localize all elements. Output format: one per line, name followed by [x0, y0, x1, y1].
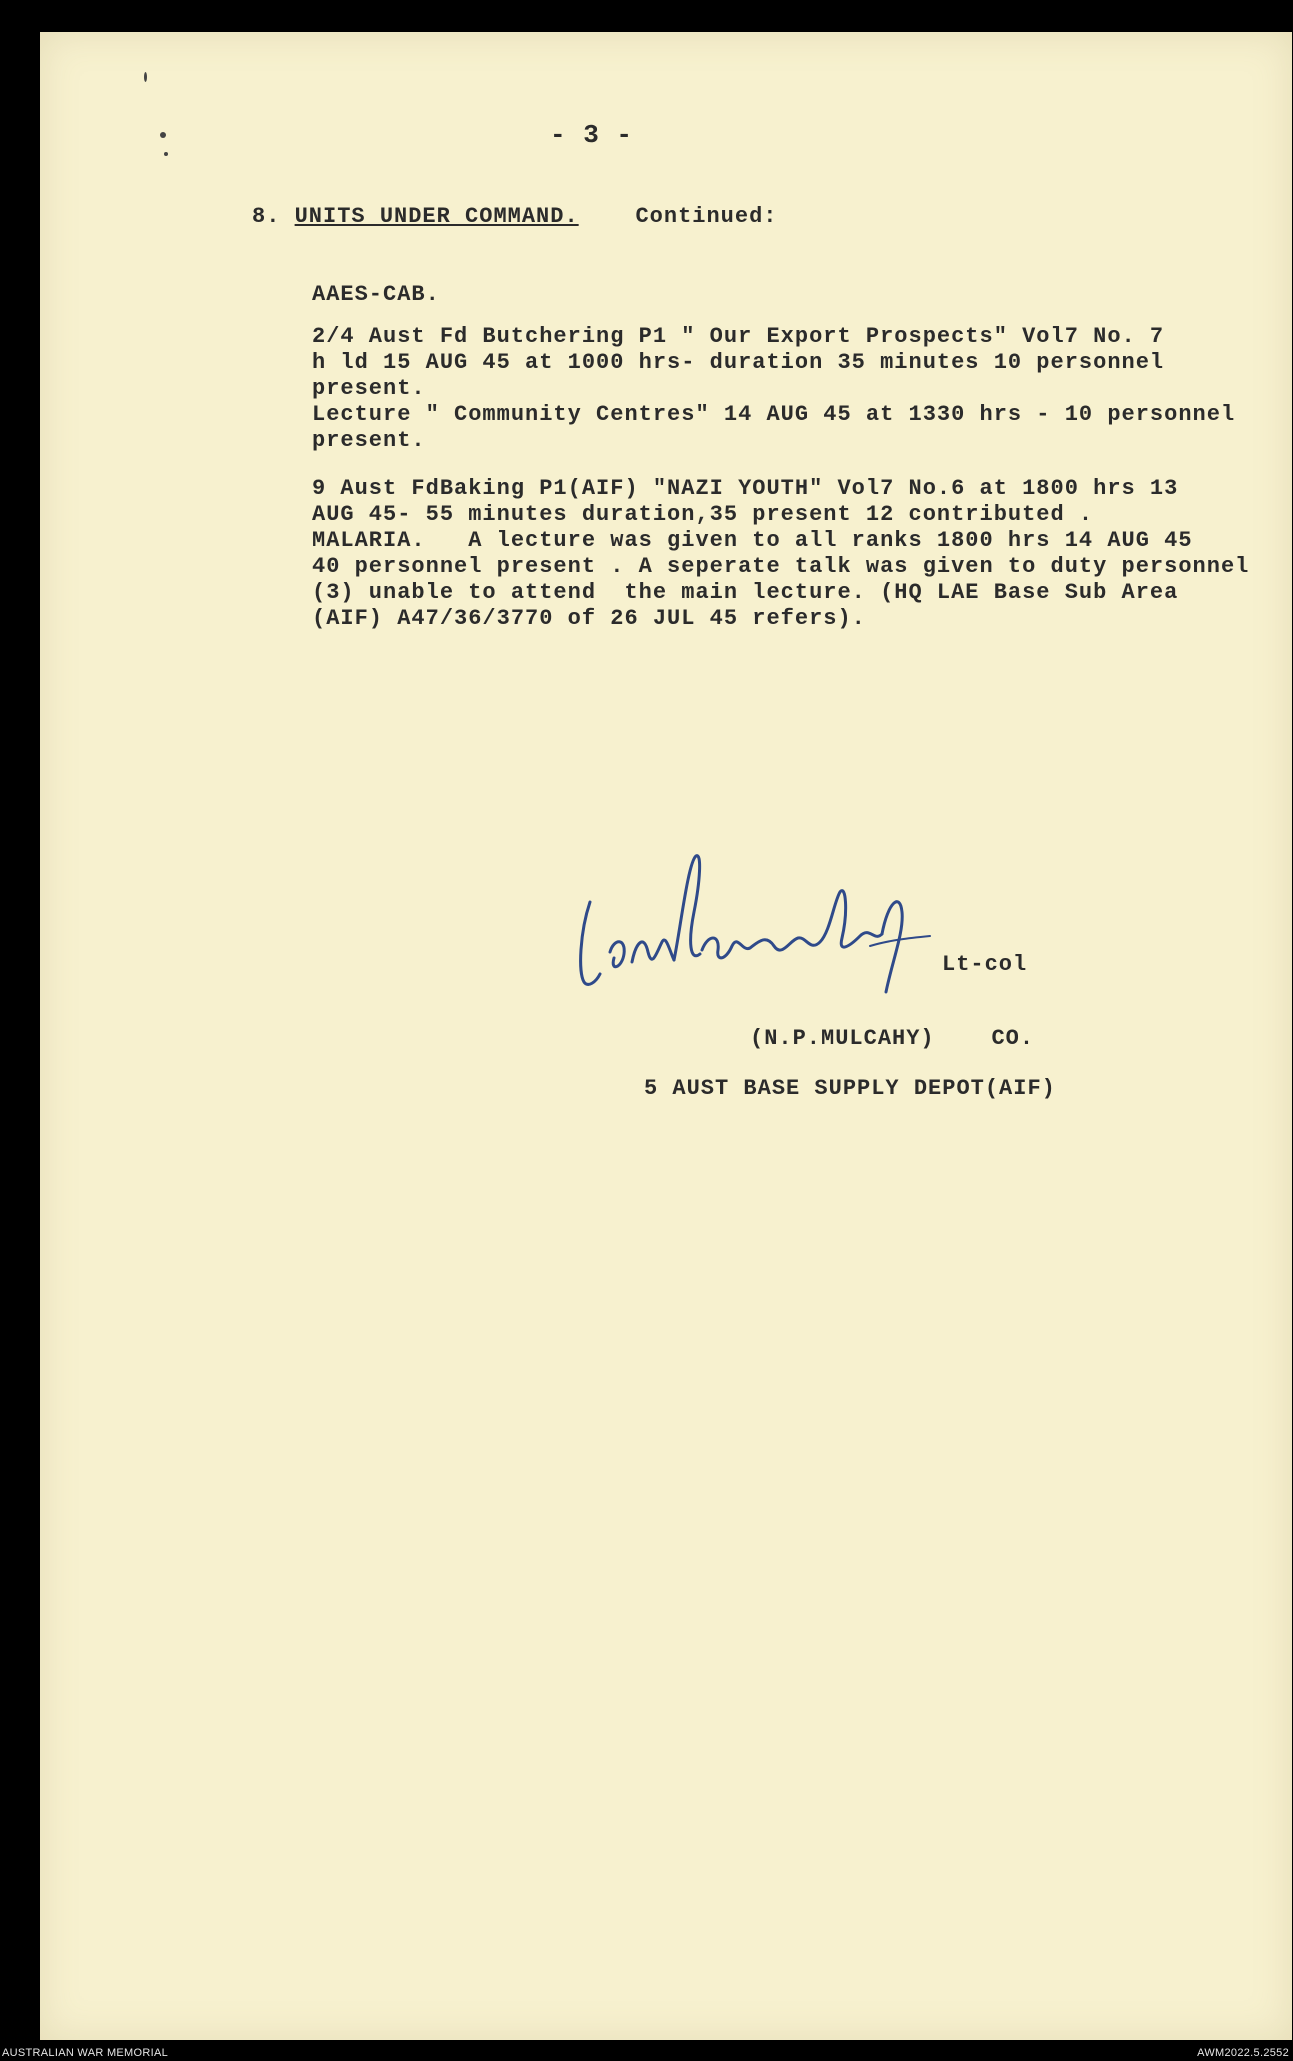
- signatory-name: (N.P.MULCAHY): [750, 1026, 935, 1051]
- section-number: 8.: [252, 204, 281, 229]
- paragraph-2: [312, 476, 1249, 632]
- handwritten-signature: [570, 842, 950, 1002]
- paragraph-1: [312, 324, 1235, 454]
- signature-rank: Lt-col: [942, 952, 1028, 977]
- document-page: [40, 32, 1292, 2040]
- paragraph-line: Lecture " Community Centres" 14 AUG 45 at 1330 hrs - 10 personnel: [312, 402, 1236, 427]
- section-heading: [252, 204, 778, 230]
- paragraph-line: 40 personnel present . A seperate talk was given to duty personnel: [312, 554, 1250, 579]
- paper-speck: [160, 132, 166, 138]
- paragraph-line: 9 Aust FdBaking P1(AIF) "NAZI YOUTH" Vol7 No.6 at 1800 hrs 13: [312, 476, 1179, 501]
- section-title: UNITS UNDER COMMAND.: [294, 204, 579, 229]
- paragraph-line: AUG 45- 55 minutes duration,35 present 12 contributed .: [312, 502, 1094, 527]
- paragraph-line: 2/4 Aust Fd Butchering P1 " Our Export Prospects" Vol7 No. 7: [312, 324, 1165, 349]
- paragraph-line: h ld 15 AUG 45 at 1000 hrs- duration 35 minutes 10 personnel: [312, 350, 1165, 375]
- section-suffix: Continued:: [635, 204, 778, 229]
- signatory-unit: 5 AUST BASE SUPPLY DEPOT(AIF): [644, 1076, 1056, 1101]
- paper-speck: [144, 72, 147, 82]
- paragraph-line: MALARIA. A lecture was given to all ranks 1800 hrs 14 AUG 45: [312, 528, 1193, 553]
- signatory-line: [750, 1026, 1034, 1052]
- paragraph-line: present.: [312, 428, 426, 453]
- paragraph-line: (AIF) A47/36/3770 of 26 JUL 45 refers).: [312, 606, 866, 631]
- footer-accession: AWM2022.5.2552: [1197, 2047, 1289, 2059]
- paper-speck: [164, 152, 168, 156]
- unit-heading: AAES-CAB.: [312, 282, 440, 307]
- page-number: - 3 -: [550, 120, 634, 150]
- paragraph-line: (3) unable to attend the main lecture. (HQ LAE Base Sub Area: [312, 580, 1179, 605]
- signatory-role: CO.: [991, 1026, 1035, 1051]
- paragraph-line: present.: [312, 376, 426, 401]
- footer-institution: AUSTRALIAN WAR MEMORIAL: [2, 2047, 169, 2059]
